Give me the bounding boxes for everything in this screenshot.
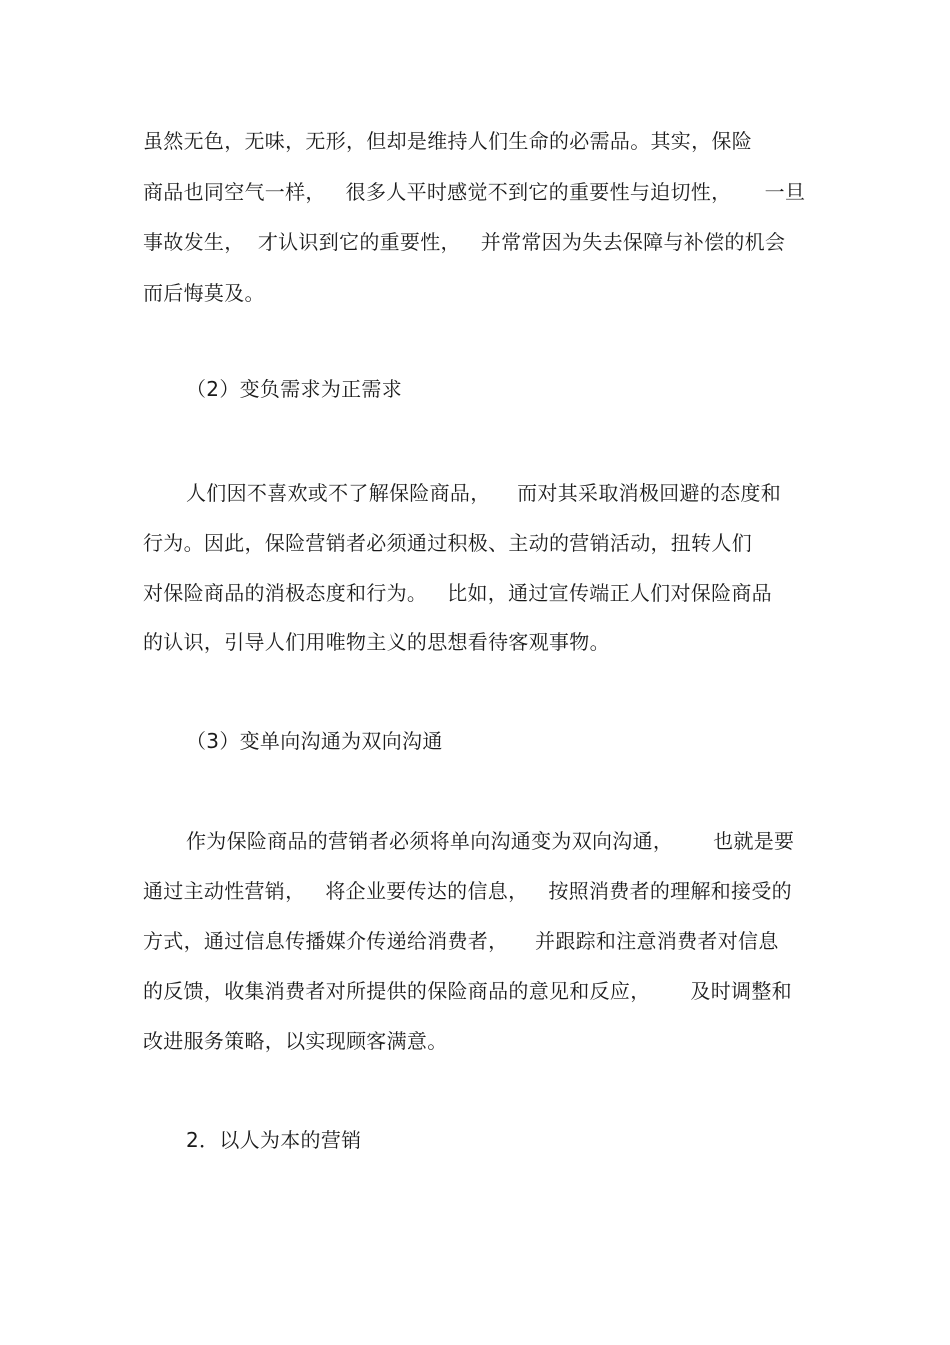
paragraph-1-line-1: 虽然无色，无味，无形，但却是维持人们生命的必需品。其实，保险 bbox=[143, 129, 752, 153]
section-heading-3: （3）变单向沟通为双向沟通 bbox=[186, 729, 443, 753]
paragraph-1-line-3: 事故发生， 才认识到它的重要性， 并常常因为失去保障与补偿的机会 bbox=[143, 230, 786, 254]
paragraph-1-line-2: 商品也同空气一样， 很多人平时感觉不到它的重要性与迫切性， 一旦 bbox=[143, 180, 806, 204]
paragraph-2-line-1: 人们因不喜欢或不了解保险商品， 而对其采取消极回避的态度和 bbox=[186, 481, 782, 505]
paragraph-2-line-3: 对保险商品的消极态度和行为。 比如，通过宣传端正人们对保险商品 bbox=[143, 581, 772, 605]
paragraph-2-line-4: 的认识，引导人们用唯物主义的思想看待客观事物。 bbox=[143, 630, 610, 654]
paragraph-1-line-4: 而后悔莫及。 bbox=[143, 281, 265, 305]
paragraph-3-line-1: 作为保险商品的营销者必须将单向沟通变为双向沟通， 也就是要 bbox=[186, 829, 795, 853]
paragraph-2-line-2: 行为。因此，保险营销者必须通过积极、主动的营销活动，扭转人们 bbox=[143, 531, 752, 555]
section-heading-4: 2．以人为本的营销 bbox=[186, 1128, 362, 1152]
paragraph-3-line-2: 通过主动性营销， 将企业要传达的信息， 按照消费者的理解和接受的 bbox=[143, 879, 792, 903]
paragraph-3-line-5: 改进服务策略，以实现顾客满意。 bbox=[143, 1029, 448, 1053]
paragraph-3-line-4: 的反馈，收集消费者对所提供的保险商品的意见和反应， 及时调整和 bbox=[143, 979, 792, 1003]
paragraph-3-line-3: 方式，通过信息传播媒介传递给消费者， 并跟踪和注意消费者对信息 bbox=[143, 929, 779, 953]
section-heading-2: （2）变负需求为正需求 bbox=[186, 377, 403, 401]
